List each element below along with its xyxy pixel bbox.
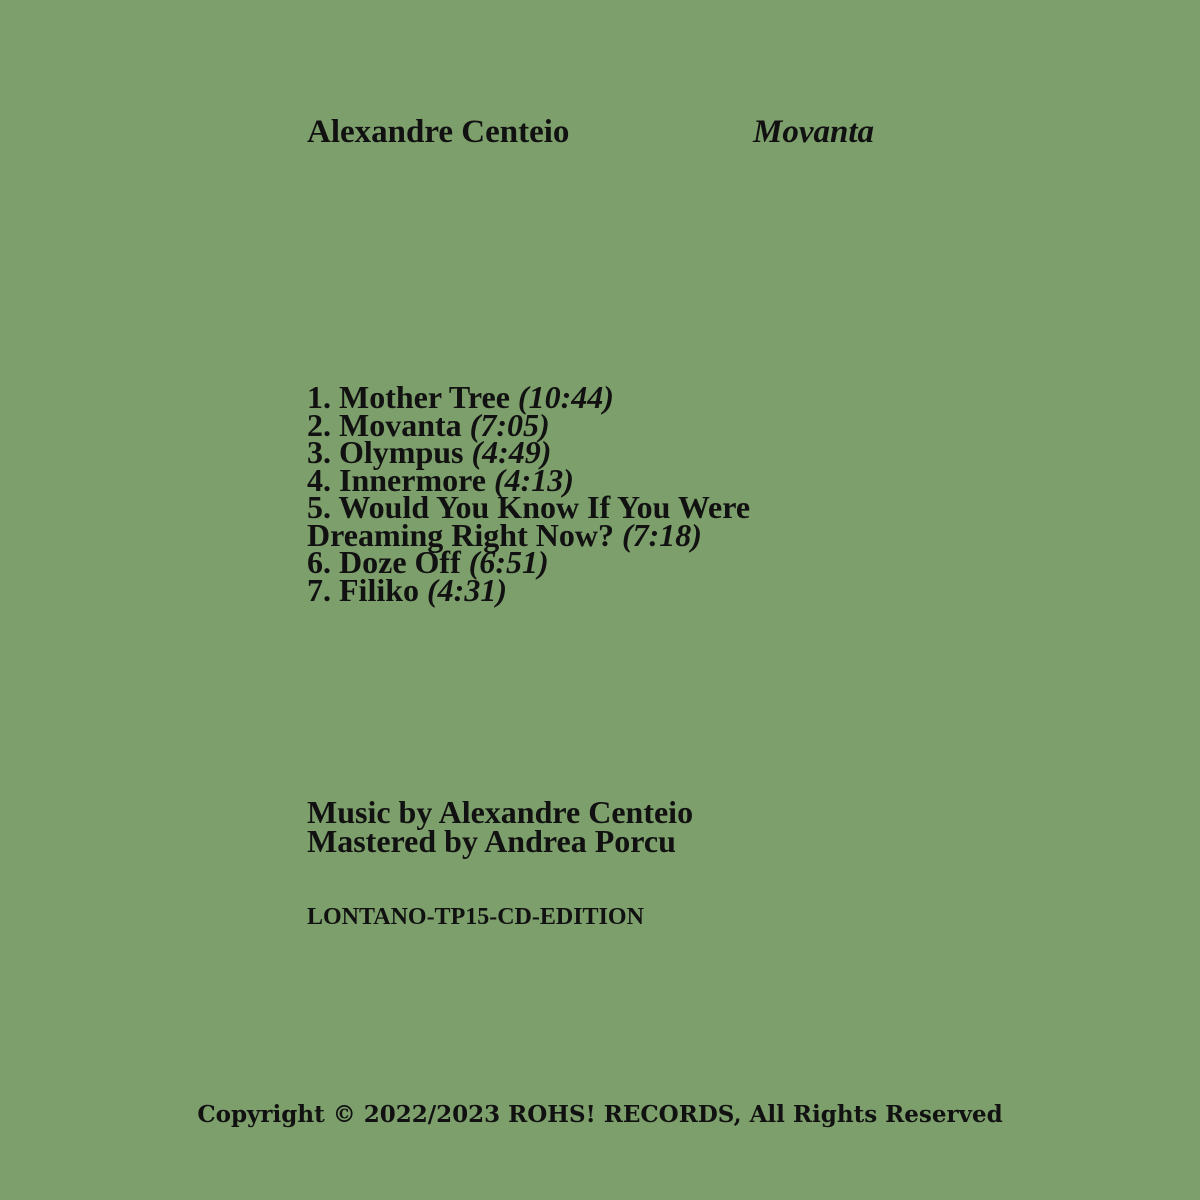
track-duration: (7:05) <box>469 406 550 443</box>
track-title: 3. Olympus <box>307 434 472 470</box>
track-title: 1. Mother Tree <box>307 379 518 415</box>
track-title: 5. Would You Know If You Were Dreaming Right Now? <box>307 489 751 553</box>
copyright-notice: Copyright © 2022/2023 ROHS! RECORDS, All Rights Reserved <box>197 1101 1003 1128</box>
track-duration: (6:51) <box>468 544 549 580</box>
artist-name: Alexandre Centeio <box>307 114 570 150</box>
mastering-credit: Mastered by Andrea Porcu <box>307 823 676 859</box>
track-title: 7. Filiko <box>307 571 428 608</box>
track-duration: (10:44) <box>517 379 614 415</box>
track-title: 4. Innermore <box>307 461 494 498</box>
track-title: 2. Movanta <box>307 406 470 443</box>
track-duration: (4:13) <box>493 461 574 498</box>
track-duration: (4:31) <box>427 571 507 608</box>
track-duration: (7:18) <box>621 516 702 553</box>
track-duration: (4:49) <box>471 434 552 470</box>
track-item <box>307 571 807 608</box>
track-title: 6. Doze Off <box>307 544 469 580</box>
music-credit: Music by Alexandre Centeio <box>307 794 694 830</box>
catalog-number: LONTANO-TP15-CD-EDITION <box>307 904 644 930</box>
credits <box>307 794 694 859</box>
album-title: Movanta <box>753 114 875 150</box>
track-list <box>307 379 807 608</box>
track-item <box>307 489 807 553</box>
